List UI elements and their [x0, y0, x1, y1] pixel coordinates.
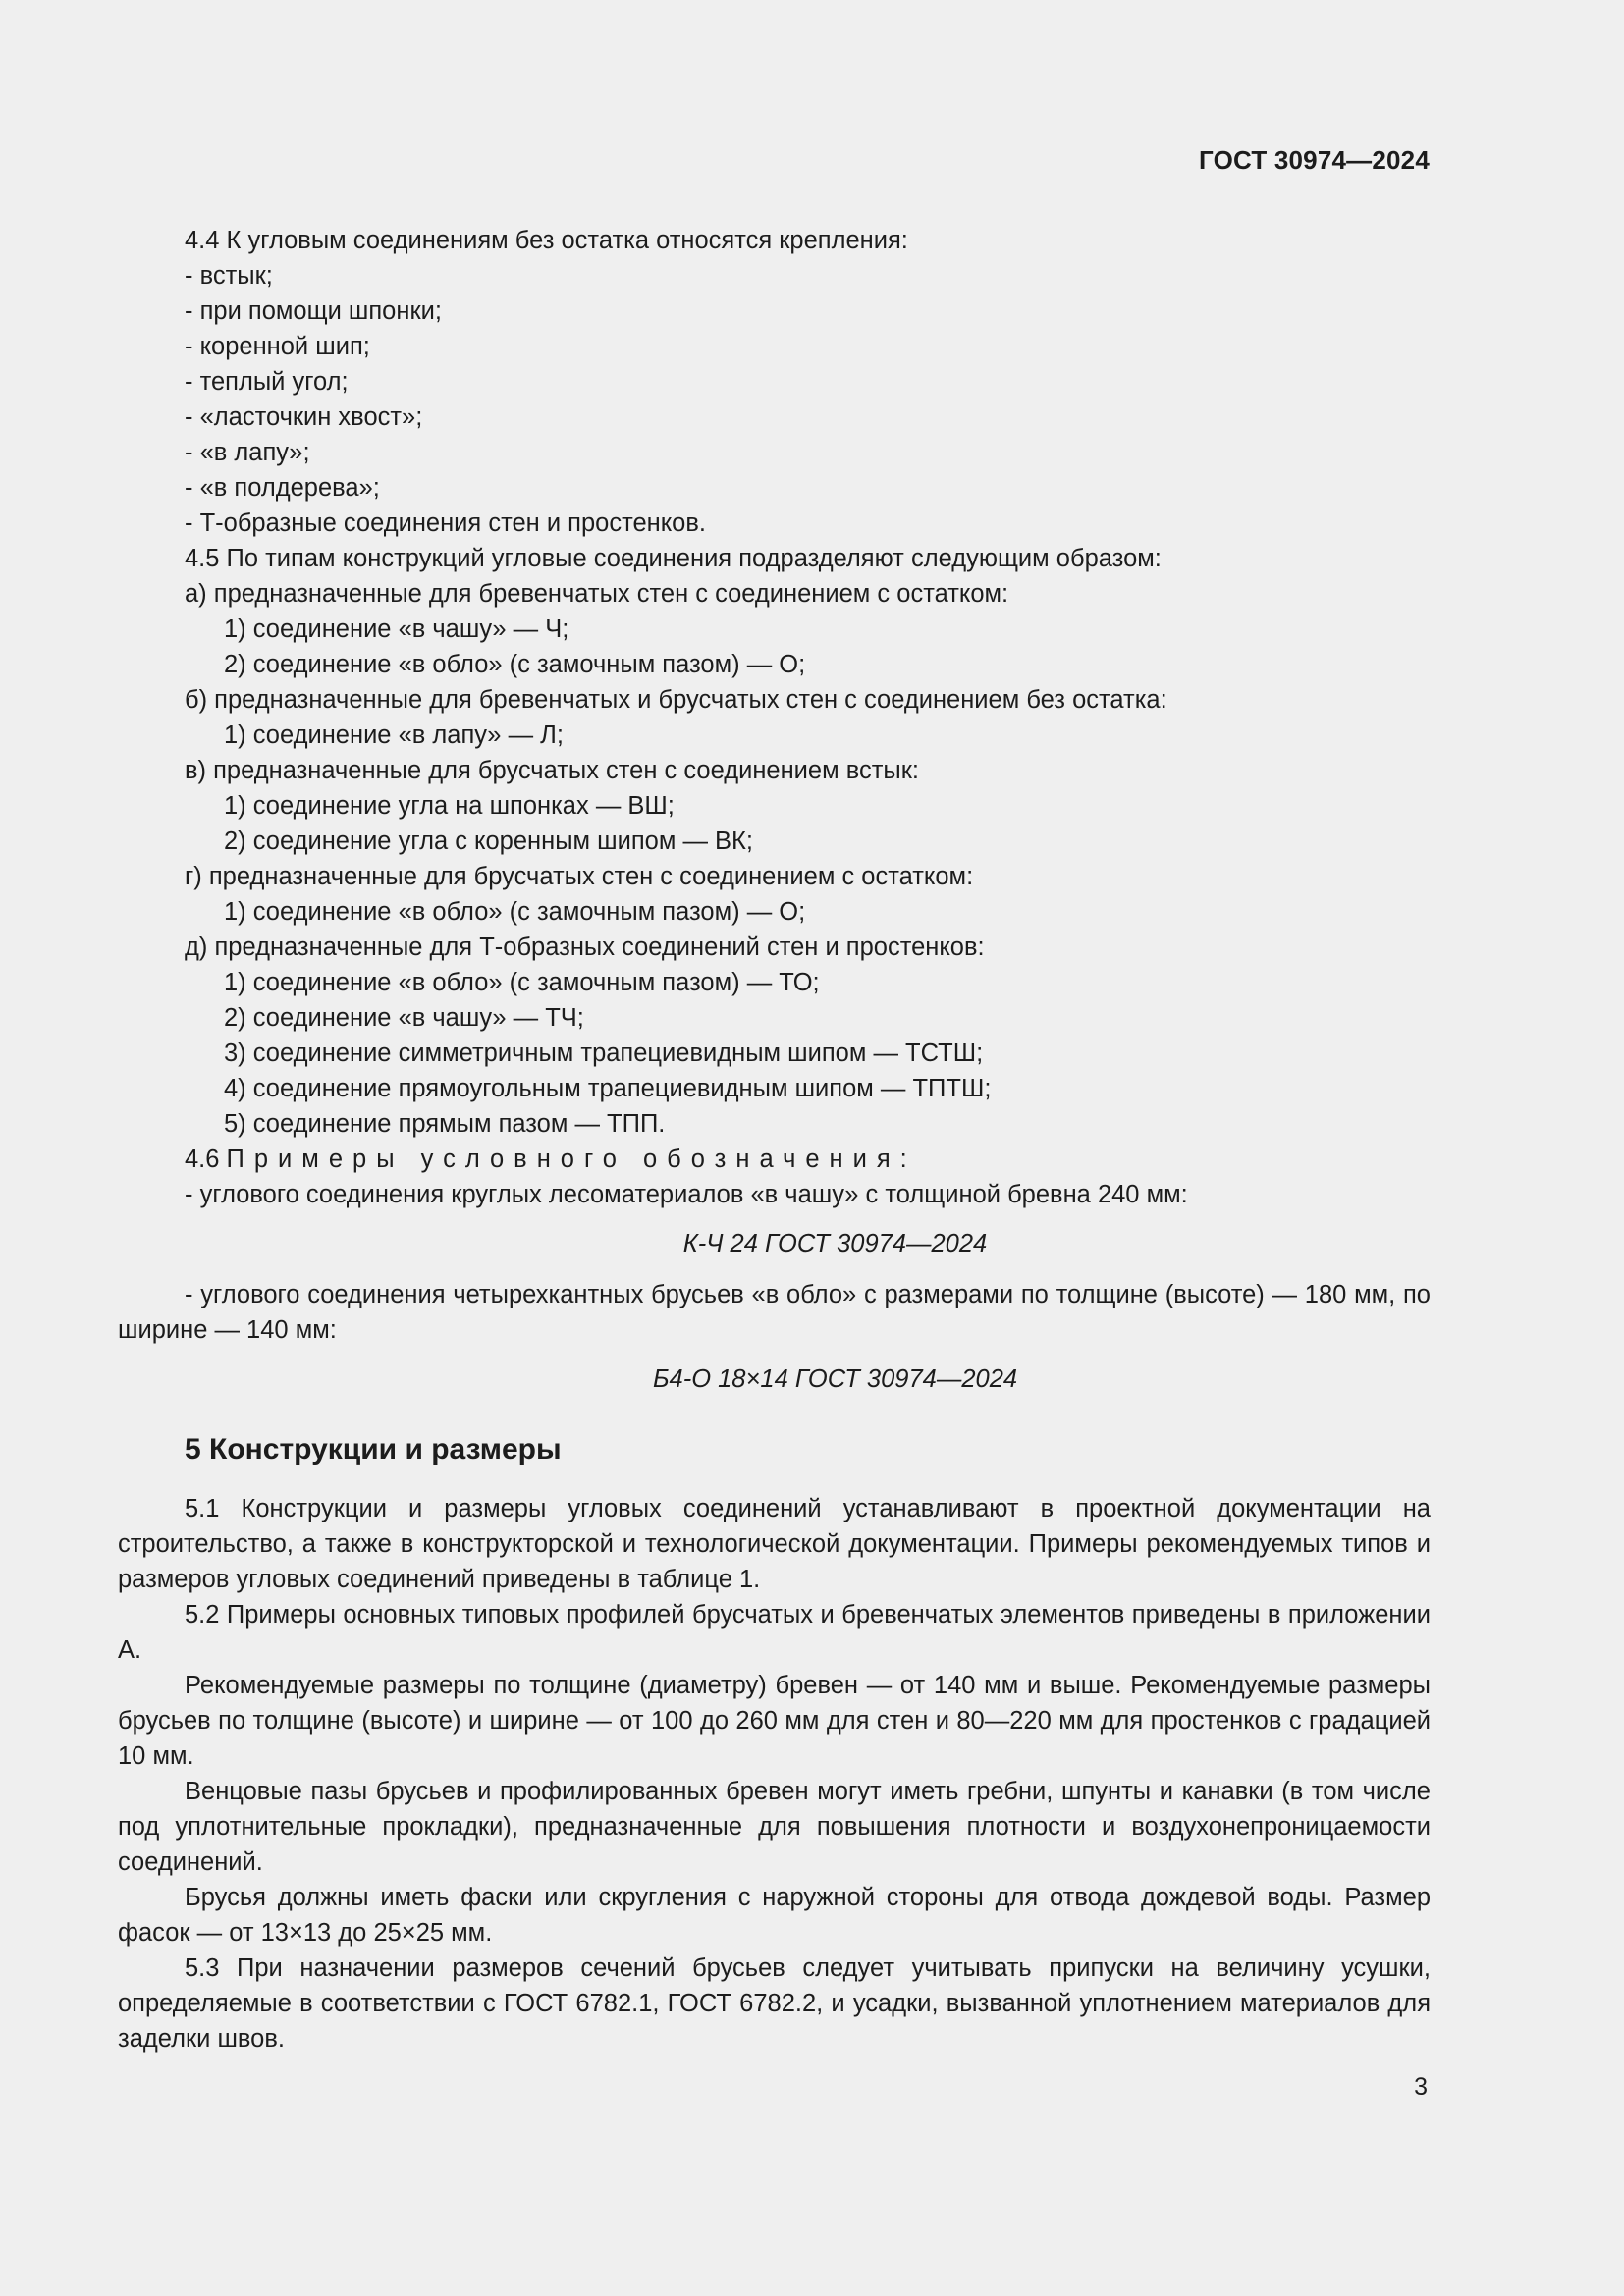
list-item: - встык;: [185, 262, 273, 290]
paragraph: 5.1 Конструкции и размеры угловых соединений устанавливают в проектной документации на строительство, а также в конструкторской и технологической документации. Примеры рекомендуемых типов и размеров угловых соединений приведены в таблице 1.: [118, 1495, 1431, 1593]
list-item: 1) соединение «в обло» (с замочным пазом) — ТО;: [224, 969, 820, 996]
group-label: г) предназначенные для брусчатых стен с соединением с остатком:: [185, 863, 974, 890]
clause-number: 4.6: [185, 1146, 220, 1173]
list-item: 2) соединение «в чашу» — ТЧ;: [224, 1004, 584, 1032]
clause-4-4-title: 4.4 К угловым соединениям без остатка относятся крепления:: [185, 227, 908, 254]
list-item: - «в лапу»;: [185, 439, 310, 466]
group-label: д) предназначенные для Т-образных соединений стен и простенков:: [185, 934, 985, 961]
paragraph: Брусья должны иметь фаски или скругления с наружной стороны для отвода дождевой воды. Размер фасок — от 13×13 до 25×25 мм.: [118, 1884, 1431, 1947]
clause-4-5-title: 4.5 По типам конструкций угловые соединения подразделяют следующим образом:: [185, 545, 1162, 572]
paragraph: Рекомендуемые размеры по толщине (диаметру) бревен — от 140 мм и выше. Рекомендуемые размеры брусьев по толщине (высоте) и ширине — от 100 до 260 мм для стен и 80—220 мм для простенков с градацией 10 мм.: [118, 1672, 1431, 1770]
paragraph: 5.2 Примеры основных типовых профилей брусчатых и бревенчатых элементов приведены в приложении А.: [118, 1601, 1431, 1664]
list-item: 3) соединение симметричным трапециевидным шипом — ТСТШ;: [224, 1040, 984, 1067]
example-text: - углового соединения четырехкантных брусьев «в обло» с размерами по толщине (высоте) — 180 мм, по ширине — 140 мм:: [118, 1281, 1431, 1344]
example-text: - углового соединения круглых лесоматериалов «в чашу» с толщиной бревна 240 мм:: [185, 1181, 1188, 1208]
group-label: в) предназначенные для брусчатых стен с соединением встык:: [185, 757, 919, 784]
group-label: а) предназначенные для бревенчатых стен с соединением с остатком:: [185, 580, 1009, 608]
designation-formula: К-Ч 24 ГОСТ 30974—2024: [682, 1230, 988, 1257]
paragraph: Венцовые пазы брусьев и профилированных бревен могут иметь гребни, шпунты и канавки (в том числе под уплотнительные прокладки), предназначенные для повышения плотности и воздухонепроницаемости соединений.: [118, 1778, 1431, 1876]
page-content: [118, 223, 1431, 2056]
document-header: ГОСТ 30974—2024: [1199, 145, 1430, 175]
list-item: - «в полдерева»;: [185, 474, 380, 502]
list-item: - коренной шип;: [185, 333, 370, 360]
page-number: 3: [1414, 2073, 1428, 2101]
list-item: 4) соединение прямоугольным трапециевидным шипом — ТПТШ;: [224, 1075, 992, 1102]
list-item: 1) соединение «в обло» (с замочным пазом) — О;: [224, 898, 806, 926]
group-label: б) предназначенные для бревенчатых и брусчатых стен с соединением без остатка:: [185, 686, 1167, 714]
list-item: 2) соединение «в обло» (с замочным пазом) — О;: [224, 651, 806, 678]
list-item: 1) соединение «в лапу» — Л;: [224, 721, 564, 749]
paragraph: 5.3 При назначении размеров сечений брусьев следует учитывать припуски на величину усушки, определяемые в соответствии с ГОСТ 6782.1, ГОСТ 6782.2, и усадки, вызванной уплотнением материалов для заделки швов.: [118, 1954, 1431, 2053]
list-item: 5) соединение прямым пазом — ТПП.: [224, 1110, 666, 1138]
clause-4-6-title: [118, 1142, 1431, 1177]
list-item: 1) соединение «в чашу» — Ч;: [224, 615, 569, 643]
clause-spaced-title: Примеры условного обозначения:: [226, 1146, 917, 1173]
section-heading: 5 Конструкции и размеры: [185, 1433, 562, 1466]
list-item: 2) соединение угла с коренным шипом — ВК;: [224, 828, 753, 855]
list-item: 1) соединение угла на шпонках — ВШ;: [224, 792, 675, 820]
designation-formula: Б4-О 18×14 ГОСТ 30974—2024: [652, 1365, 1018, 1393]
list-item: - теплый угол;: [185, 368, 349, 396]
list-item: - при помощи шпонки;: [185, 297, 442, 325]
list-item: - Т-образные соединения стен и простенков.: [185, 509, 706, 537]
list-item: - «ласточкин хвост»;: [185, 403, 423, 431]
